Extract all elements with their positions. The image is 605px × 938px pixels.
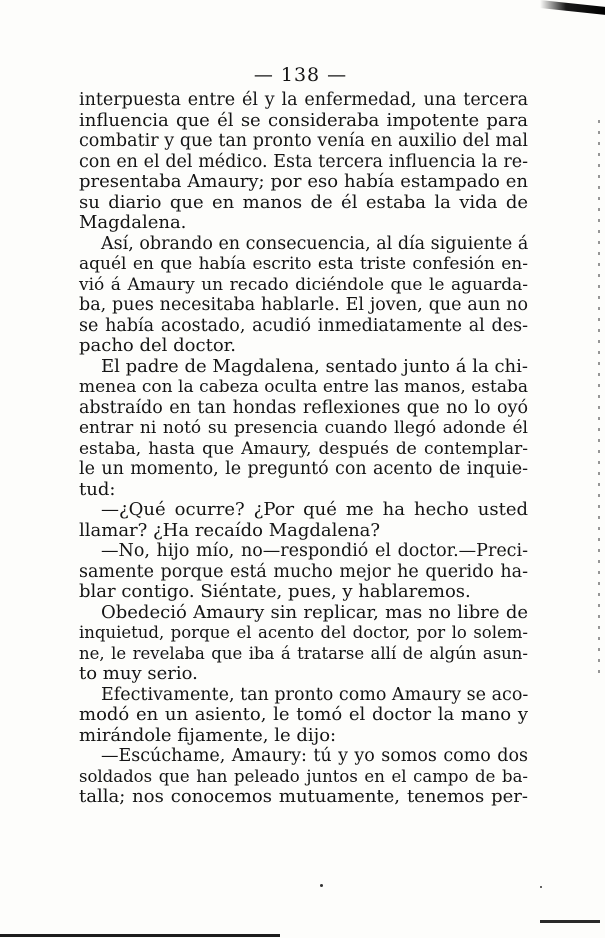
text-line: —No, hijo mío, no—respondió el doctor.—Preci- xyxy=(101,541,528,561)
text-line: El padre de Magdalena, sentado junto á la chi- xyxy=(101,355,528,377)
ink-speck xyxy=(320,884,323,887)
ink-speck xyxy=(540,886,542,888)
text-line: samente porque está mucho mejor he querido ha- xyxy=(79,561,528,582)
text-line: talla; nos conocemos mutuamente, tenemos per- xyxy=(79,786,528,807)
text-line: le un momento, le preguntó con acento de inquie- xyxy=(79,459,528,479)
text-line: su diario que en manos de él estaba la vida de xyxy=(79,191,528,213)
text-line: ba, pues necesitaba hablarle. El joven, que aun no xyxy=(79,295,528,315)
text-line: modó en un asiento, le tomó el doctor la mano y xyxy=(79,704,528,725)
text-line: inquietud, porque el acento del doctor, por lo solem- xyxy=(79,623,528,642)
text-line: llamar? ¿Ha recaído Magdalena? xyxy=(79,519,381,541)
text-line: pacho del doctor. xyxy=(79,335,236,356)
text-line: menea con la cabeza oculta entre las manos, estaba xyxy=(79,377,528,397)
scan-shadow-right xyxy=(598,120,600,680)
text-line: entrar ni notó su presencia cuando llegó adonde él xyxy=(79,418,528,438)
text-line: influencia que él se consideraba impotente para xyxy=(79,109,528,131)
text-line: mirándole fijamente, le dijo: xyxy=(79,724,337,746)
text-line: Así, obrando en consecuencia, al día siguiente á xyxy=(101,233,529,254)
body-text xyxy=(79,90,528,808)
text-line: con en el del médico. Esta tercera influencia la re- xyxy=(79,151,528,172)
text-line: se había acostado, acudió inmediatamente al des- xyxy=(79,315,528,336)
text-line: —¿Qué ocurre? ¿Por qué me ha hecho usted xyxy=(101,499,528,520)
text-line: aquél en que había escrito esta triste confesión en- xyxy=(79,254,528,274)
text-line: interpuesta entre él y la enfermedad, una tercera xyxy=(79,90,528,110)
text-line: presentaba Amaury; por eso había estampado en xyxy=(79,171,528,192)
text-line: soldados que han peleado juntos en el campo de ba- xyxy=(79,766,528,786)
text-line: tud: xyxy=(79,478,116,500)
scan-shadow-bottom-right xyxy=(540,920,600,923)
text-line: Obedeció Amaury sin replicar, mas no libre de xyxy=(101,601,528,623)
scan-shadow-bottom xyxy=(0,934,280,937)
text-line: —Escúchame, Amaury: tú y yo somos como dos xyxy=(101,746,528,766)
text-line: Magdalena. xyxy=(79,212,187,233)
text-line: to muy serio. xyxy=(79,663,198,684)
text-line: combatir y que tan pronto venía en auxilio del mal xyxy=(79,131,528,151)
text-line: abstraído en tan hondas reflexiones que no lo oyó xyxy=(79,397,528,418)
page-number: — 138 — xyxy=(253,64,348,86)
text-line: blar contigo. Siéntate, pues, y hablaremos. xyxy=(79,581,471,602)
text-line: estaba, hasta que Amaury, después de contemplar- xyxy=(79,438,528,459)
text-line: ne, le revelaba que iba á tratarse allí de algún asun- xyxy=(79,643,528,663)
scan-shadow-top xyxy=(540,0,605,15)
text-line: Efectivamente, tan pronto como Amaury se aco- xyxy=(101,684,529,705)
text-line: vió á Amaury un recado diciéndole que le aguarda- xyxy=(79,274,528,295)
